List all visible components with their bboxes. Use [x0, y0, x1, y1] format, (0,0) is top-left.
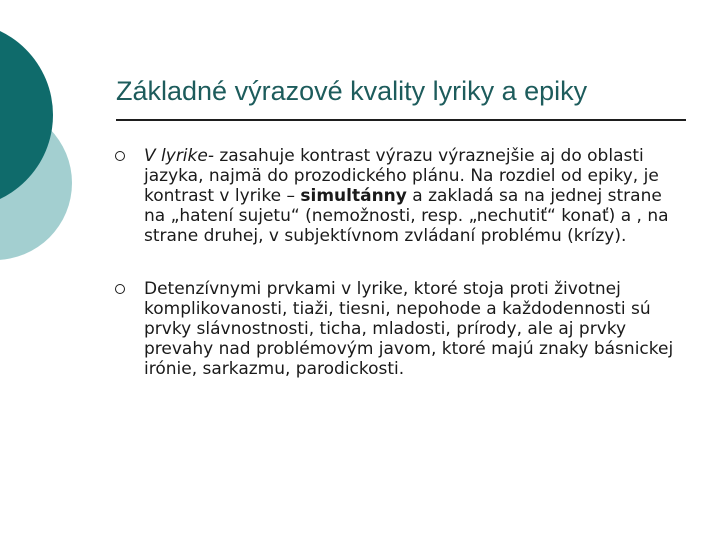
bullet-text: Detenzívnymi prvkami v lyrike, ktoré stoja proti životnej komplikovanosti, tiaži, tiesni, nepohode a každodennosti sú prvky slávnostnosti, ticha, mladosti, prírody, ale aj prvky prevahy nad problémovým javom, ktoré majú znaky básnickej irónie, sarkazmu, parodickosti. — [144, 279, 674, 379]
bullet-text-continued: a zakladá sa na jednej strane na „hatení sujetu“ (nemožnosti, resp. „nechutiť“ konať) a , na strane druhej, v subjektívnom zvládaní problému (krízy). — [144, 186, 669, 246]
bullet-emphasis: simultánny — [300, 186, 407, 206]
bullet-text: zasahuje kontrast výrazu výraznejšie aj do oblasti jazyka, najmä do prozodického plánu. Na rozdiel od epiky, je kontrast v lyrike – — [144, 146, 659, 206]
bullet-list — [112, 146, 682, 379]
bullet-circle-icon — [115, 151, 125, 161]
bullet-lead: V lyrike- — [144, 146, 214, 166]
slide-title: Základné výrazové kvality lyriky a epiky — [116, 76, 588, 106]
decorative-circles — [0, 0, 90, 300]
bullet-circle-icon — [115, 284, 125, 294]
title-underline — [116, 119, 686, 121]
bullet-item-lyric-contrast — [112, 146, 682, 246]
bullet-item-detensive-elements — [112, 279, 682, 379]
